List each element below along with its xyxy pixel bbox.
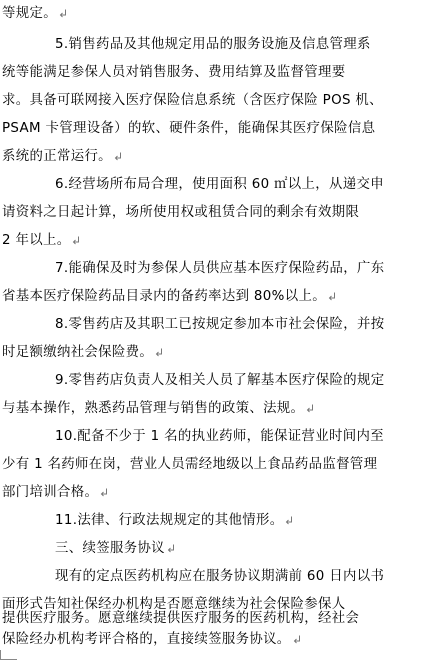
paragraph-return-mark-icon — [72, 236, 80, 245]
line-text: 5.销售药品及其他规定用品的服务设施及信息管理系 — [55, 37, 371, 52]
line-text: 系统的正常运行。 — [2, 149, 112, 164]
paragraph-return-mark-icon — [285, 516, 293, 525]
text-line — [2, 201, 442, 225]
text-line — [2, 453, 442, 477]
paragraph-return-mark-icon — [59, 9, 67, 18]
paragraph-return-mark-icon — [306, 404, 314, 413]
line-text: 6.经营场所布局合理，使用面积 60 ㎡以上，从递交申 — [55, 177, 384, 192]
line-text: 7.能确保及时为参保人员供应基本医疗保险药品，广东 — [55, 261, 385, 276]
line-text: 求。具备可联网接入医疗保险信息系统（含医疗保险 POS 机、 — [2, 93, 383, 108]
text-line — [2, 145, 442, 169]
line-text: 11.法律、行政法规规定的其他情形。 — [55, 513, 284, 528]
line-text: 省基本医疗保险药品目录内的备药率达到 80%以上。 — [2, 289, 326, 304]
text-line — [2, 285, 442, 309]
section-heading — [55, 537, 442, 561]
text-line — [2, 341, 442, 365]
line-text: 8.零售药店及其职工已按规定参加本市社会保险，并按 — [55, 317, 385, 332]
line-text: 2 年以上。 — [2, 233, 71, 248]
text-line — [2, 89, 442, 113]
text-line — [2, 117, 442, 141]
text-line — [55, 313, 442, 337]
line-text: 少有 1 名药师在岗，营业人员需经地级以上食品药品监督管理 — [2, 457, 378, 472]
line-text: 等规定。 — [2, 6, 57, 21]
paragraph-return-mark-icon — [328, 292, 336, 301]
line-text: 提供医疗服务。愿意继续提供医疗服务的医药机构，经社会 — [2, 611, 360, 626]
paragraph-return-mark-icon — [100, 488, 108, 497]
paragraph-return-mark-icon — [293, 635, 301, 644]
line-text: PSAM 卡管理设备）的软、硬件条件，能确保其医疗保险信息 — [2, 121, 376, 136]
text-line — [55, 33, 442, 57]
text-line — [2, 481, 442, 505]
line-text: 10.配备不少于 1 名的执业药师，能保证营业时间内至 — [55, 429, 384, 444]
paragraph-return-mark-icon — [155, 348, 163, 357]
text-line — [55, 565, 442, 589]
line-text: 现有的定点医药机构应在服务协议期满前 60 日内以书 — [55, 569, 385, 584]
text-line — [55, 425, 442, 449]
line-text: 与基本操作，熟悉药品管理与销售的政策、法规。 — [2, 401, 305, 416]
paragraph-return-mark-icon — [167, 544, 175, 553]
line-text: 请资料之日起计算，场所使用权或租赁合同的剩余有效期限 — [2, 205, 360, 220]
text-line — [55, 369, 442, 393]
text-line — [2, 229, 442, 253]
paragraph-return-mark-icon — [114, 152, 122, 161]
text-line — [55, 509, 442, 533]
line-text: 时足额缴纳社会保险费。 — [2, 345, 154, 360]
line-text: 保险经办机构考评合格的，直接续签服务协议。 — [2, 632, 291, 647]
text-line — [2, 2, 442, 26]
line-text: 统等能满足参保人员对销售服务、费用结算及监督管理要 — [2, 65, 346, 80]
text-line — [2, 628, 442, 652]
line-text: 面形式告知社保经办机构是否愿意继续为社会保险参保人 — [2, 597, 346, 612]
heading-text: 三、续签服务协议 — [55, 541, 165, 556]
text-line — [55, 257, 442, 281]
line-text: 部门培训合格。 — [2, 485, 99, 500]
line-text: 9.零售药店负责人及相关人员了解基本医疗保险的规定 — [55, 373, 385, 388]
text-line — [55, 173, 442, 197]
text-line — [2, 397, 442, 421]
page-corner-mark — [0, 645, 18, 655]
text-line — [2, 61, 442, 85]
